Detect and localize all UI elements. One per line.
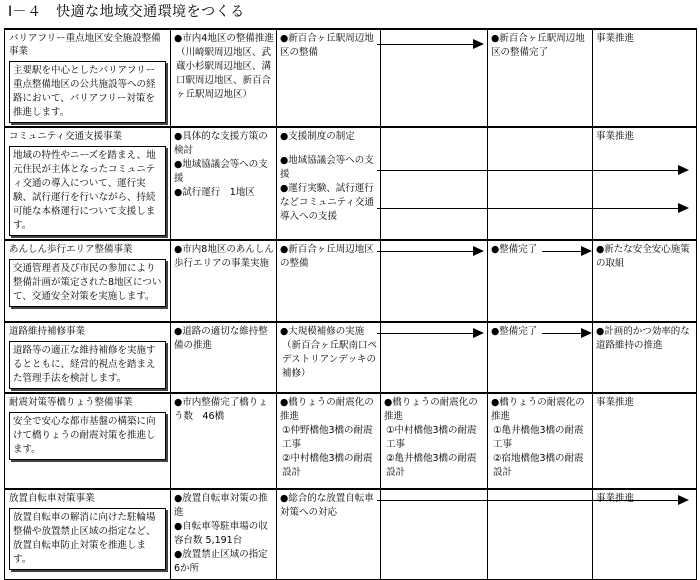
- plan-item: ●総合的な放置自転車対策への対応: [280, 493, 374, 518]
- plan-item: 事業推進: [596, 397, 635, 408]
- continuation-arrow: [542, 251, 590, 252]
- plan-item: 事業推進: [596, 33, 635, 44]
- project-description: 主要駅を中心としたバリアフリー重点整備地区の公共施設等への経路において、バリアフリー対策を推進します。: [9, 61, 166, 123]
- plan-item: ●計画的かつ効率的な道路維持の推進: [596, 326, 690, 351]
- plan-table: [4, 28, 697, 580]
- plan-item: ●市内8地区のあんしん歩行エリアの事業実施: [174, 244, 274, 269]
- project-cell: [5, 240, 171, 322]
- phase1-cell: [277, 29, 381, 127]
- phase3-cell: [488, 489, 593, 579]
- page-title: Ⅰ－４ 快適な地域交通環境をつくる: [8, 4, 245, 20]
- plan-item: ●自転車等駐車場の収容台数 5,191台: [174, 521, 268, 546]
- project-cell: [5, 127, 171, 240]
- project-name: 放置自転車対策事業: [9, 493, 95, 504]
- plan-item: ●新百合ヶ丘駅周辺地区の整備: [280, 33, 374, 58]
- project-cell: [5, 322, 171, 393]
- plan-item: ●新たな安全安心施策の取組: [596, 244, 690, 269]
- table-row: [5, 29, 697, 127]
- plan-item: （新百合ヶ丘駅南口ペデストリアンデッキの補修）: [282, 340, 378, 379]
- plan-item: （川崎駅周辺地区、武蔵小杉駅周辺地区、溝口駅周辺地区、新百合ヶ丘駅周辺地区）: [176, 47, 272, 100]
- plan-item: ●道路の適切な維持整備の推進: [174, 326, 268, 351]
- phase1-cell: [277, 322, 381, 393]
- current-status-cell: [171, 127, 277, 240]
- current-status-cell: [171, 240, 277, 322]
- plan-item: ●放置禁止区域の指定 6か所: [174, 549, 268, 574]
- plan-item: ●整備完了: [491, 326, 538, 337]
- table-row: [5, 393, 697, 489]
- plan-item: ②中村橋他3橋の耐震設計: [282, 453, 373, 478]
- plan-item: 事業推進: [596, 493, 635, 504]
- project-description: 交通管理者及び市民の参加により整備計画が策定された8地区について、交通安全対策を実施します。: [9, 259, 166, 307]
- plan-item: ②亀井橋他3橋の耐震設計: [386, 453, 477, 478]
- phase3-cell: [488, 393, 593, 489]
- project-cell: [5, 489, 171, 579]
- phase2-cell: [381, 29, 488, 127]
- project-description: 安全で安心な都市基盤の構築に向けて橋りょうの耐震対策を推進します。: [9, 412, 166, 460]
- current-status-cell: [171, 29, 277, 127]
- phase2-cell: [381, 489, 488, 579]
- plan-item: ●市内4地区の整備推進: [174, 33, 274, 44]
- table-row: [5, 240, 697, 322]
- plan-item: ●運行実験、試行運行などコミュニティ交通導入への支援: [280, 183, 375, 222]
- plan-item: ●放置自転車対策の推進: [174, 493, 268, 518]
- project-name: コミュニティ交通支援事業: [9, 131, 123, 142]
- project-cell: [5, 393, 171, 489]
- current-status-cell: [171, 322, 277, 393]
- plan-item: ●新百合ヶ丘周辺地区の整備: [280, 244, 374, 269]
- project-name: 道路維持補修事業: [9, 326, 86, 337]
- plan-item: ●市内整備完了橋りょう数 46橋: [174, 397, 268, 422]
- phase1-cell: [277, 127, 381, 240]
- project-description: 地域の特性やニーズを踏まえ、地元住民が主体となったコミュニティ交通の導入について、運行実験、試行運行を行いながら、持続可能な本格運行について支援します。: [9, 146, 166, 236]
- project-name: バリアフリー重点地区安全施設整備事業: [9, 33, 161, 57]
- project-cell: [5, 29, 171, 127]
- phase2-cell: [381, 127, 488, 240]
- plan-item: ●試行運行 1地区: [174, 187, 255, 198]
- project-description: 放置自転車の解消に向けた駐輪場整備や放置禁止区域の指定など、放置自転車防止対策を推進します。: [9, 508, 166, 570]
- phase2-cell: [381, 322, 488, 393]
- phase1-cell: [277, 489, 381, 579]
- plan-item: ●支援制度の制定: [280, 131, 355, 142]
- future-cell: [593, 393, 697, 489]
- plan-item: ②宿地橋他3橋の耐震設計: [493, 453, 584, 478]
- table-row: [5, 489, 697, 579]
- plan-item: ①中村橋他3橋の耐震工事: [386, 425, 477, 450]
- plan-item: ●大規模補修の実施: [280, 326, 365, 337]
- project-name: あんしん歩行エリア整備事業: [9, 244, 133, 255]
- plan-item: ●橋りょうの耐震化の推進: [280, 397, 374, 422]
- future-cell: [593, 240, 697, 322]
- phase3-cell: [488, 240, 593, 322]
- project-name: 耐震対策等橋りょう整備事業: [9, 397, 133, 408]
- future-cell: [593, 127, 697, 240]
- future-cell: [593, 322, 697, 393]
- plan-item: 事業推進: [596, 131, 635, 142]
- plan-item: ●新百合ヶ丘駅周辺地区の整備完了: [491, 33, 585, 58]
- current-status-cell: [171, 489, 277, 579]
- plan-item: ①仲野橋他3橋の耐震工事: [282, 425, 373, 450]
- phase2-cell: [381, 393, 488, 489]
- table-row: [5, 322, 697, 393]
- project-description: 道路等の適正な維持補修を実施するとともに、経営的視点を踏まえた管理手法を検討します。: [9, 341, 166, 389]
- phase2-cell: [381, 240, 488, 322]
- phase1-cell: [277, 240, 381, 322]
- current-status-cell: [171, 393, 277, 489]
- table-row: [5, 127, 697, 240]
- plan-item: ●橋りょうの耐震化の推進: [491, 397, 585, 422]
- plan-item: ●地域協議会等への支援: [174, 159, 268, 184]
- plan-item: ●整備完了: [491, 244, 538, 255]
- phase1-cell: [277, 393, 381, 489]
- future-cell: [593, 29, 697, 127]
- phase3-cell: [488, 322, 593, 393]
- plan-item: ●橋りょうの耐震化の推進: [384, 397, 478, 422]
- plan-item: ●地域協議会等への支援: [280, 155, 374, 180]
- phase3-cell: [488, 29, 593, 127]
- plan-item: ●具体的な支援方策の検討: [174, 131, 268, 156]
- future-cell: [593, 489, 697, 579]
- plan-item: ①亀井橋他3橋の耐震工事: [493, 425, 584, 450]
- continuation-arrow: [542, 333, 590, 334]
- phase3-cell: [488, 127, 593, 240]
